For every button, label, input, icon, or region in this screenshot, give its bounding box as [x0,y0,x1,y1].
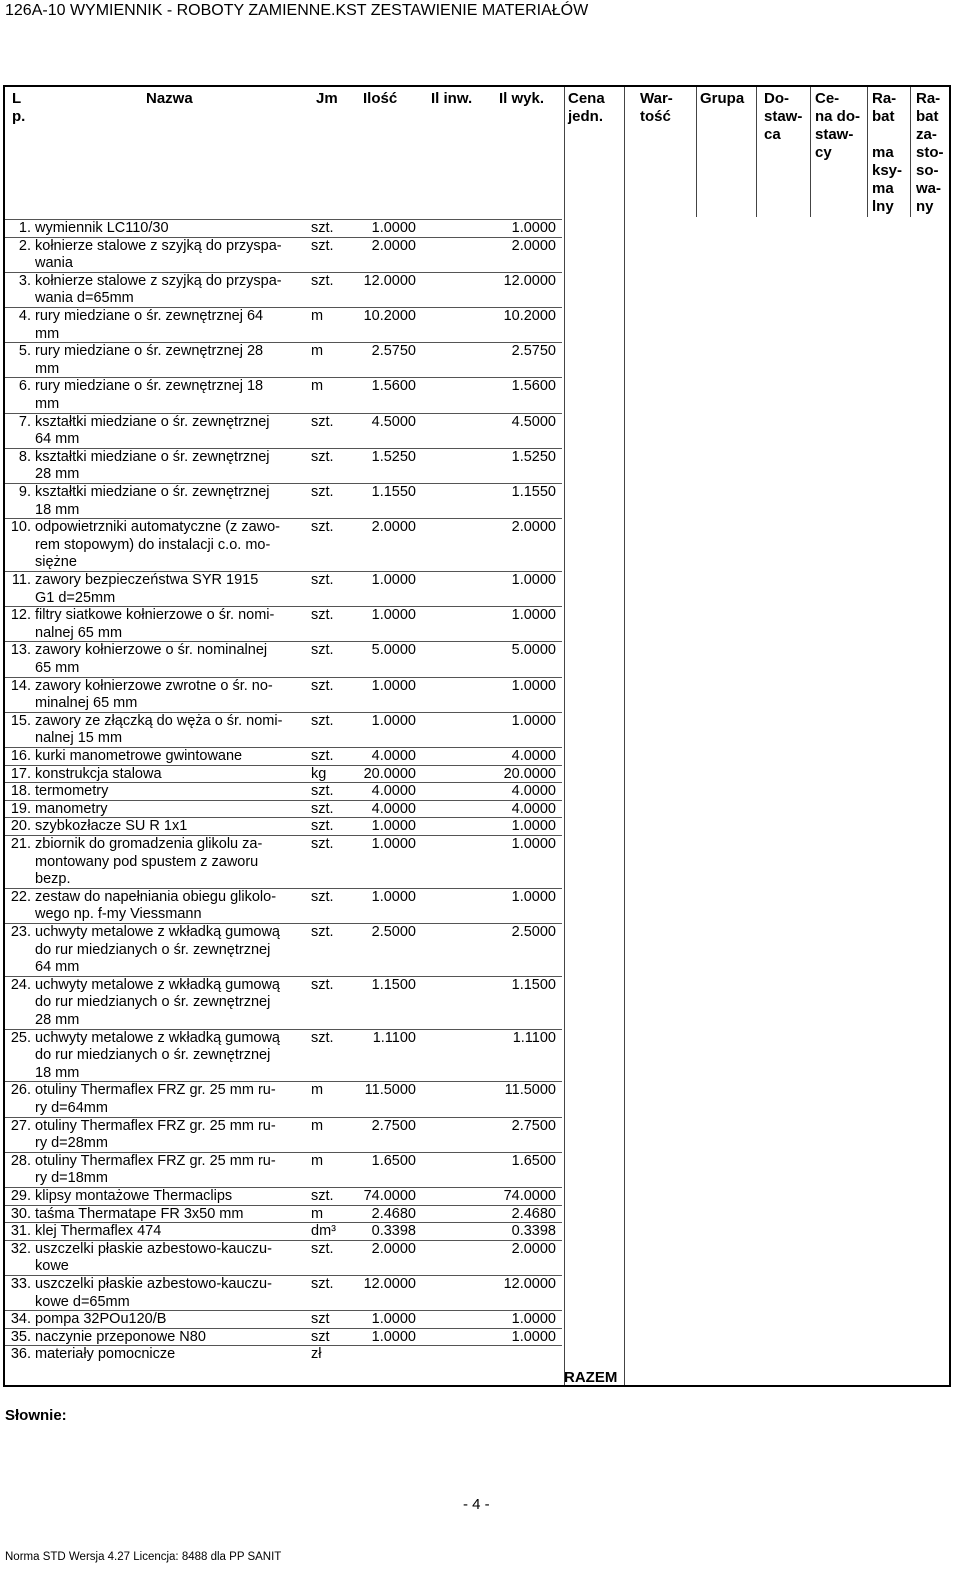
item-quantity-executed: 1.1500 [511,976,556,993]
header-nazwa: Nazwa [146,90,193,107]
item-quantity-executed: 10.2000 [503,308,556,324]
header-grupa: Grupa [700,90,745,107]
item-unit: szt [311,1311,330,1328]
item-name: zestaw do napełniania obiegu glikolo- wego np. f-my Viessmann [35,888,277,923]
row-number: 20. [10,818,31,835]
row-number: 17. [10,765,31,782]
row-number: 18. [10,783,31,800]
row-number: 6. [18,378,31,395]
item-unit: m [311,308,324,324]
item-quantity: 1.0000 [371,712,416,729]
item-quantity-executed: 2.4680 [511,1205,556,1222]
row-number: 24. [10,976,31,993]
item-quantity: 4.5000 [371,413,416,430]
item-unit: szt. [311,1276,334,1292]
item-quantity: 2.0000 [371,519,416,536]
item-quantity-executed: 1.0000 [511,572,556,588]
document-title: 126A-10 WYMIENNIK - ROBOTY ZAMIENNE.KST ZESTAWIENIE MATERIAŁÓW [5,2,589,19]
item-quantity-executed: 4.5000 [511,413,556,430]
item-quantity: 1.0000 [371,836,416,852]
item-unit: kg [311,765,327,782]
item-quantity: 1.0000 [371,1328,416,1345]
item-name: odpowietrzniki automatyczne (z zawo- rem stopowym) do instalacji c.o. mo- siężne [35,519,280,571]
item-unit: m [311,1117,324,1134]
header-rabat-zastosowany: Ra- bat za- sto- so- wa- ny [916,90,944,215]
header-jm: Jm [316,90,338,107]
item-quantity-executed: 11.5000 [504,1082,556,1099]
item-unit: szt. [311,888,334,905]
item-name: szybkozłacze SU R 1x1 [35,818,188,835]
item-quantity-executed: 2.0000 [511,1240,556,1257]
item-quantity-executed: 2.5750 [511,343,556,360]
item-name: klej Thermaflex 474 [35,1223,162,1240]
item-quantity: 2.7500 [371,1117,416,1134]
row-number: 34. [10,1311,31,1328]
item-name: kształtki miedziane o śr. zewnętrznej 28 mm [35,448,270,483]
item-unit: szt. [311,519,334,536]
item-unit: szt. [311,272,334,289]
item-name: wymiennik LC110/30 [35,220,169,236]
item-quantity: 4.0000 [371,748,416,764]
item-quantity: 1.5600 [371,378,416,395]
item-unit: szt. [311,976,334,993]
item-quantity: 1.0000 [371,1311,416,1328]
item-name: uchwyty metalowe z wkładką gumową do rur miedzianych o śr. zewnętrznej 18 mm [35,1029,280,1081]
item-quantity-executed: 2.7500 [511,1117,556,1134]
row-number: 29. [10,1188,31,1204]
item-quantity-executed: 1.1100 [512,1029,556,1046]
row-number: 33. [10,1276,31,1292]
item-quantity: 4.0000 [371,800,416,817]
item-quantity-executed: 2.0000 [511,237,556,254]
item-quantity: 1.1550 [371,484,416,500]
row-number: 36. [10,1346,31,1363]
item-unit: szt [311,1328,330,1345]
item-quantity: 4.0000 [371,783,416,800]
item-unit: szt. [311,748,334,764]
header-cena-dostawcy: Ce- na do- staw- cy [815,90,860,161]
row-number: 1. [18,220,31,236]
row-number: 2. [18,237,31,254]
item-quantity-executed: 1.5600 [511,378,556,395]
row-number: 23. [10,924,31,940]
item-unit: zł [311,1346,322,1363]
item-quantity-executed: 20.0000 [503,765,556,782]
item-unit: m [311,1082,324,1099]
item-name: manometry [35,800,108,817]
item-name: rury miedziane o śr. zewnętrznej 18 mm [35,378,264,412]
item-name: materiały pomocnicze [35,1346,176,1363]
row-number: 26. [10,1082,31,1099]
row-number: 15. [10,712,31,729]
item-name: termometry [35,783,109,800]
row-number: 8. [18,448,31,465]
item-quantity-executed: 12.0000 [503,272,556,289]
item-name: zawory kołnierzowe zwrotne o śr. no- minalnej 65 mm [35,677,273,712]
item-quantity: 1.0000 [371,607,416,624]
item-name: uchwyty metalowe z wkładką gumową do rur miedzianych o śr. zewnętrznej 28 mm [35,976,280,1028]
row-number: 21. [10,836,31,852]
item-name: kształtki miedziane o śr. zewnętrznej 18 mm [35,484,270,518]
item-quantity: 1.0000 [371,572,416,588]
item-quantity: 74.0000 [363,1188,416,1204]
item-name: kurki manometrowe gwintowane [35,748,243,764]
item-quantity-executed: 12.0000 [503,1276,556,1292]
item-quantity: 2.0000 [371,1240,416,1257]
item-unit: szt. [311,924,334,940]
item-quantity: 1.5250 [371,448,416,465]
item-quantity-executed: 1.0000 [511,1328,556,1345]
row-number: 12. [10,607,31,624]
item-unit: szt. [311,572,334,588]
item-quantity: 1.0000 [371,818,416,835]
item-unit: szt. [311,448,334,465]
item-quantity: 0.3398 [371,1223,416,1240]
item-name: taśma Thermatape FR 3x50 mm [35,1205,244,1222]
item-unit: szt. [311,712,334,729]
item-quantity: 1.0000 [371,888,416,905]
item-name: otuliny Thermaflex FRZ gr. 25 mm ru- ry d=18mm [35,1152,276,1187]
row-number: 32. [10,1240,31,1257]
item-quantity: 1.1100 [372,1029,416,1046]
row-number: 7. [18,413,31,430]
item-unit: szt. [311,1029,334,1046]
row-number: 25. [10,1029,31,1046]
item-quantity-executed: 1.0000 [511,836,556,852]
item-quantity-executed: 2.5000 [511,924,556,940]
item-name: zawory kołnierzowe o śr. nominalnej 65 mm [35,642,268,676]
item-unit: dm³ [311,1223,336,1240]
header-dostawca: Do- staw- ca [764,90,803,143]
item-name: uchwyty metalowe z wkładką gumową do rur miedzianych o śr. zewnętrznej 64 mm [35,924,280,976]
item-quantity-executed: 1.0000 [511,888,556,905]
item-quantity: 1.0000 [371,677,416,694]
item-unit: m [311,1205,324,1222]
header-ilosc: Ilość [363,90,398,107]
item-quantity-executed: 1.0000 [511,1311,556,1328]
row-number: 27. [10,1117,31,1134]
item-unit: m [311,378,324,395]
row-number: 35. [10,1328,31,1345]
item-quantity-executed: 1.0000 [511,607,556,624]
page-number: - 4 - [463,1496,490,1513]
item-quantity-executed: 1.5250 [511,448,556,465]
item-quantity-executed: 2.0000 [511,519,556,536]
header-cena-jedn: Cena jedn. [568,90,605,125]
item-quantity: 10.2000 [363,308,416,324]
row-number: 10. [10,519,31,536]
item-unit: szt. [311,800,334,817]
item-quantity: 1.1500 [371,976,416,993]
row-number: 13. [10,642,31,659]
item-name: klipsy montażowe Thermaclips [35,1188,233,1204]
row-number: 4. [18,308,31,324]
header-il-wyk: Il wyk. [499,90,545,107]
item-quantity-executed: 1.0000 [511,220,556,236]
item-name: uszczelki płaskie azbestowo-kauczu- kowe [35,1240,272,1275]
item-name: zawory ze złączką do węża o śr. nomi- nalnej 15 mm [35,712,283,747]
item-unit: m [311,343,324,360]
item-quantity: 5.0000 [371,642,416,659]
row-number: 16. [10,748,31,764]
item-name: filtry siatkowe kołnierzowe o śr. nomi- nalnej 65 mm [35,607,275,641]
row-number: 30. [10,1205,31,1222]
item-quantity: 2.4680 [371,1205,416,1222]
row-number: 5. [18,343,31,360]
item-quantity-executed: 4.0000 [511,800,556,817]
item-name: rury miedziane o śr. zewnętrznej 28 mm [35,343,264,377]
row-number: 19. [10,800,31,817]
item-quantity-executed: 0.3398 [511,1223,556,1240]
item-quantity: 2.5000 [371,924,416,940]
item-unit: szt. [311,1188,334,1204]
item-quantity: 1.6500 [371,1152,416,1169]
item-unit: m [311,1152,324,1169]
item-name: otuliny Thermaflex FRZ gr. 25 mm ru- ry d=28mm [35,1117,276,1152]
item-unit: szt. [311,677,334,694]
row-number: 3. [18,272,31,289]
item-quantity-executed: 1.0000 [511,818,556,835]
item-name: kształtki miedziane o śr. zewnętrznej 64 mm [35,413,270,448]
item-quantity-executed: 1.0000 [511,677,556,694]
item-name: zbiornik do gromadzenia glikolu za- montowany pod spustem z zaworu bezp. [35,836,263,888]
item-name: kołnierze stalowe z szyjką do przyspa- wania d=65mm [35,272,282,307]
item-quantity: 2.5750 [371,343,416,360]
row-number: 14. [10,677,31,694]
row-number: 9. [18,484,31,500]
row-number: 22. [10,888,31,905]
slownie-label: Słownie: [5,1407,67,1424]
item-unit: szt. [311,220,334,236]
item-unit: szt. [311,783,334,800]
item-name: zawory bezpieczeństwa SYR 1915 G1 d=25mm [35,572,259,606]
razem-label: RAZEM [564,1369,618,1386]
item-name: naczynie przeponowe N80 [35,1328,206,1345]
item-unit: szt. [311,413,334,430]
item-unit: szt. [311,642,334,659]
item-name: otuliny Thermaflex FRZ gr. 25 mm ru- ry d=64mm [35,1082,276,1116]
item-unit: szt. [311,607,334,624]
item-name: konstrukcja stalowa [35,765,162,782]
item-unit: szt. [311,818,334,835]
item-quantity: 11.5000 [364,1082,416,1099]
item-name: rury miedziane o śr. zewnętrznej 64 mm [35,308,264,342]
item-name: pompa 32POu120/B [35,1311,167,1328]
item-unit: szt. [311,237,334,254]
row-number: 31. [10,1223,31,1240]
item-name: kołnierze stalowe z szyjką do przyspa- wania [35,237,282,272]
item-quantity-executed: 4.0000 [511,748,556,764]
header-lp: L p. [12,90,26,125]
item-unit: szt. [311,484,334,500]
item-quantity: 2.0000 [371,237,416,254]
item-quantity-executed: 1.0000 [511,712,556,729]
item-name: uszczelki płaskie azbestowo-kauczu- kowe d=65mm [35,1276,272,1310]
item-quantity-executed: 4.0000 [511,783,556,800]
footer-license: Norma STD Wersja 4.27 Licencja: 8488 dla PP SANIT [5,1551,282,1563]
row-number: 11. [11,572,31,588]
header-wartosc: War- tość [640,90,673,125]
item-quantity: 20.0000 [363,765,416,782]
item-quantity: 1.0000 [371,220,416,236]
item-unit: szt. [311,1240,334,1257]
item-quantity-executed: 5.0000 [511,642,556,659]
header-rabat-maksymalny: Ra- bat ma ksy- ma lny [872,90,903,215]
row-number: 28. [10,1152,31,1169]
header-il-inw: Il inw. [431,90,473,107]
item-quantity-executed: 74.0000 [503,1188,556,1204]
item-quantity-executed: 1.1550 [511,484,556,500]
item-quantity: 12.0000 [363,1276,416,1292]
item-quantity-executed: 1.6500 [511,1152,556,1169]
item-quantity: 12.0000 [363,272,416,289]
item-unit: szt. [311,836,334,852]
